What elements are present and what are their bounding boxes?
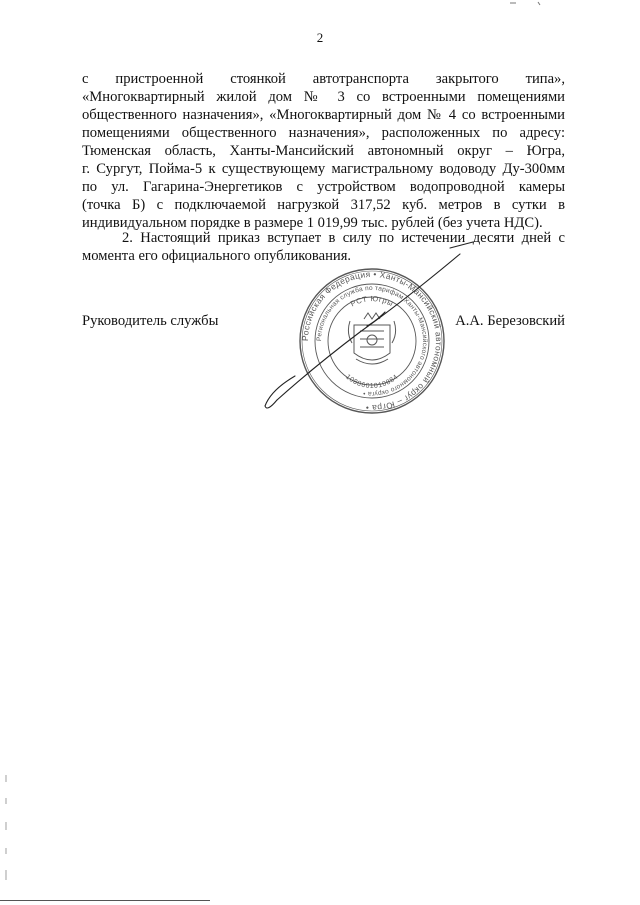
paragraph-1-line: г. Сургут, Пойма-5 к существующему магистральному водоводу Ду-300мм [82,161,565,177]
paragraph-1-line: (точка Б) с подключаемой нагрузкой 317,52 куб. метров в сутки в [82,197,565,213]
signatory-name: А.А. Березовский [455,313,565,329]
paragraph-2-line: момента его официального опубликования. [82,248,352,264]
paragraph-2-line: 2. Настоящий приказ вступает в силу по истечении десяти дней с [122,230,565,246]
handwritten-signature-icon [255,240,475,415]
seal-inner-bottom-text: 1088601010884 [344,373,400,391]
paragraph-1-line: Тюменская область, Ханты-Мансийский автономный округ – Югра, [82,143,565,159]
paragraph-1-line: с пристроенной стоянкой автотранспорта закрытого типа», [82,71,565,87]
page-number: 2 [316,30,324,45]
paragraph-1-line: «Многоквартирный жилой дом № 3 со встроенными помещениями [82,89,565,105]
paragraph-1-line: индивидуальном порядке в размере 1 019,99 тыс. рублей (без учета НДС). [82,215,543,231]
seal-inner-top-text: РСТ Югры [348,293,395,309]
paragraph-1-line: помещениями общественного назначения», расположенных по адресу: [82,125,565,141]
paragraph-1-line: общественного назначения», «Многоквартирный дом № 4 со встроенными [82,107,565,123]
paragraph-1-line: по ул. Гагарина-Энергетиков с устройством водопроводной камеры [82,179,565,195]
bottom-rule [0,900,210,901]
seal-middle-text: Региональная служба по тарифам Ханты-Мансийского автономного округа • [315,284,429,398]
paragraph-1 [82,70,565,232]
seal-outer-text: Российская Федерация • Ханты-Мансийский автономный округ – Югра • [299,268,445,414]
scan-margin-marks-icon [4,770,10,900]
signatory-title: Руководитель службы [82,313,219,329]
scan-edge-mark-icon [508,0,548,6]
